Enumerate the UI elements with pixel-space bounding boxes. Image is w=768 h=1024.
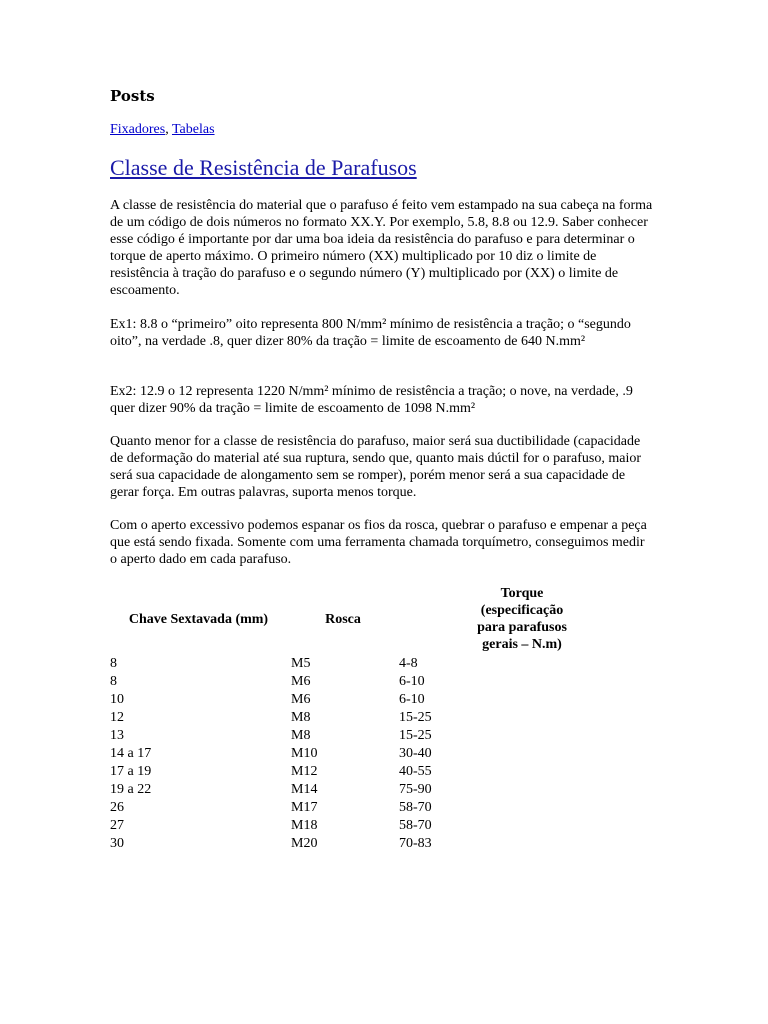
table-row xyxy=(108,835,569,853)
paragraph-ductility: Quanto menor for a classe de resistência do parafuso, maior será sua ductibilidade (capacidade de deformação do material até sua ruptura, sendo que, quanto mais dúctil for o parafuso, maior será sua capacidade de alongamento sem se romper), porém menor será a sua capacidade de gerar força. Em outras palavras, suporta menos torque. xyxy=(110,434,642,500)
cell-torque: 58-70 xyxy=(399,818,432,833)
post-title-link[interactable]: Classe de Resistência de Parafusos xyxy=(110,155,417,180)
cell-chave: 10 xyxy=(110,692,124,707)
table-row xyxy=(108,709,569,727)
cell-chave: 26 xyxy=(110,800,124,815)
table-cell-empty xyxy=(475,781,569,799)
table-cell-empty xyxy=(475,763,569,781)
cell-chave: 19 a 22 xyxy=(110,782,152,797)
cell-torque: 6-10 xyxy=(399,692,425,707)
cell-chave: 30 xyxy=(110,836,124,851)
table-cell-empty xyxy=(475,673,569,691)
table-cell-empty xyxy=(475,691,569,709)
cell-torque: 58-70 xyxy=(399,800,432,815)
cell-torque: 30-40 xyxy=(399,746,432,761)
table-row xyxy=(108,817,569,835)
cell-rosca: M6 xyxy=(291,692,311,707)
table-row xyxy=(108,781,569,799)
cell-rosca: M8 xyxy=(291,728,311,743)
header-torque: Torque (especificação para parafusos gerais – N.m) xyxy=(477,586,567,652)
category-link-tabelas[interactable]: Tabelas xyxy=(171,122,215,137)
cell-rosca: M17 xyxy=(291,800,318,815)
table-row xyxy=(108,763,569,781)
cell-torque: 15-25 xyxy=(399,728,432,743)
cell-chave: 14 a 17 xyxy=(110,746,152,761)
table-row xyxy=(108,673,569,691)
cell-chave: 13 xyxy=(110,728,124,743)
table-row xyxy=(108,691,569,709)
cell-rosca: M6 xyxy=(291,674,311,689)
table-row xyxy=(108,727,569,745)
cell-chave: 27 xyxy=(110,818,124,833)
paragraph-intro: A classe de resistência do material que o parafuso é feito vem estampado na sua cabeça na forma de um código de dois números no formato XX.Y. Por exemplo, 5.8, 8.8 ou 12.9. Saber conhecer esse código é importante por dar uma boa ideia da resistência do parafuso e para determinar o torque de aperto máximo. O primeiro número (XX) multiplicado por 10 diz o limite de resistência à tração do parafuso e o segundo número (Y) multiplicado por (XX) o limite de escoamento. xyxy=(110,198,653,298)
category-links xyxy=(110,122,215,138)
header-rosca: Rosca xyxy=(325,611,361,627)
table-row xyxy=(108,655,569,673)
cell-torque: 40-55 xyxy=(399,764,432,779)
category-separator: , xyxy=(165,122,169,137)
cell-torque: 4-8 xyxy=(399,656,418,671)
table-row xyxy=(108,745,569,763)
category-link-fixadores[interactable]: Fixadores xyxy=(110,122,166,137)
cell-rosca: M12 xyxy=(291,764,318,779)
table-cell-empty xyxy=(475,727,569,745)
table-cell-empty xyxy=(475,655,569,673)
cell-torque: 15-25 xyxy=(399,710,432,725)
section-label: Posts xyxy=(110,87,155,105)
cell-torque: 6-10 xyxy=(399,674,425,689)
table-cell-empty xyxy=(475,745,569,763)
table-row xyxy=(108,799,569,817)
cell-rosca: M18 xyxy=(291,818,318,833)
table-cell-empty xyxy=(475,817,569,835)
cell-chave: 8 xyxy=(110,674,117,689)
paragraph-overtightening: Com o aperto excessivo podemos espanar os fios da rosca, quebrar o parafuso e empenar a peça que está sendo fixada. Somente com uma ferramenta chamada torquímetro, conseguimos medir o aperto dado em cada parafuso. xyxy=(110,518,647,567)
cell-rosca: M14 xyxy=(291,782,318,797)
cell-chave: 12 xyxy=(110,710,124,725)
cell-rosca: M5 xyxy=(291,656,311,671)
table-cell-empty xyxy=(475,835,569,853)
post-title xyxy=(110,155,417,181)
cell-torque: 75-90 xyxy=(399,782,432,797)
cell-rosca: M8 xyxy=(291,710,311,725)
torque-table-body xyxy=(108,655,569,853)
torque-table-header xyxy=(108,585,569,655)
cell-rosca: M20 xyxy=(291,836,318,851)
cell-chave: 17 a 19 xyxy=(110,764,152,779)
header-blank xyxy=(397,585,475,655)
paragraph-example-1: Ex1: 8.8 o “primeiro” oito representa 800 N/mm² mínimo de resistência a tração; o “segundo oito”, na verdade .8, quer dizer 80% da tração = limite de escoamento de 640 N.mm² xyxy=(110,317,631,349)
table-cell-empty xyxy=(475,799,569,817)
header-chave: Chave Sextavada (mm) xyxy=(128,611,269,627)
table-cell-empty xyxy=(475,709,569,727)
cell-torque: 70-83 xyxy=(399,836,432,851)
cell-chave: 8 xyxy=(110,656,117,671)
torque-table xyxy=(108,585,569,853)
cell-rosca: M10 xyxy=(291,746,318,761)
paragraph-example-2: Ex2: 12.9 o 12 representa 1220 N/mm² mínimo de resistência a tração; o nove, na verdade, .9 quer dizer 90% da tração = limite de escoamento de 1098 N.mm² xyxy=(110,384,633,416)
